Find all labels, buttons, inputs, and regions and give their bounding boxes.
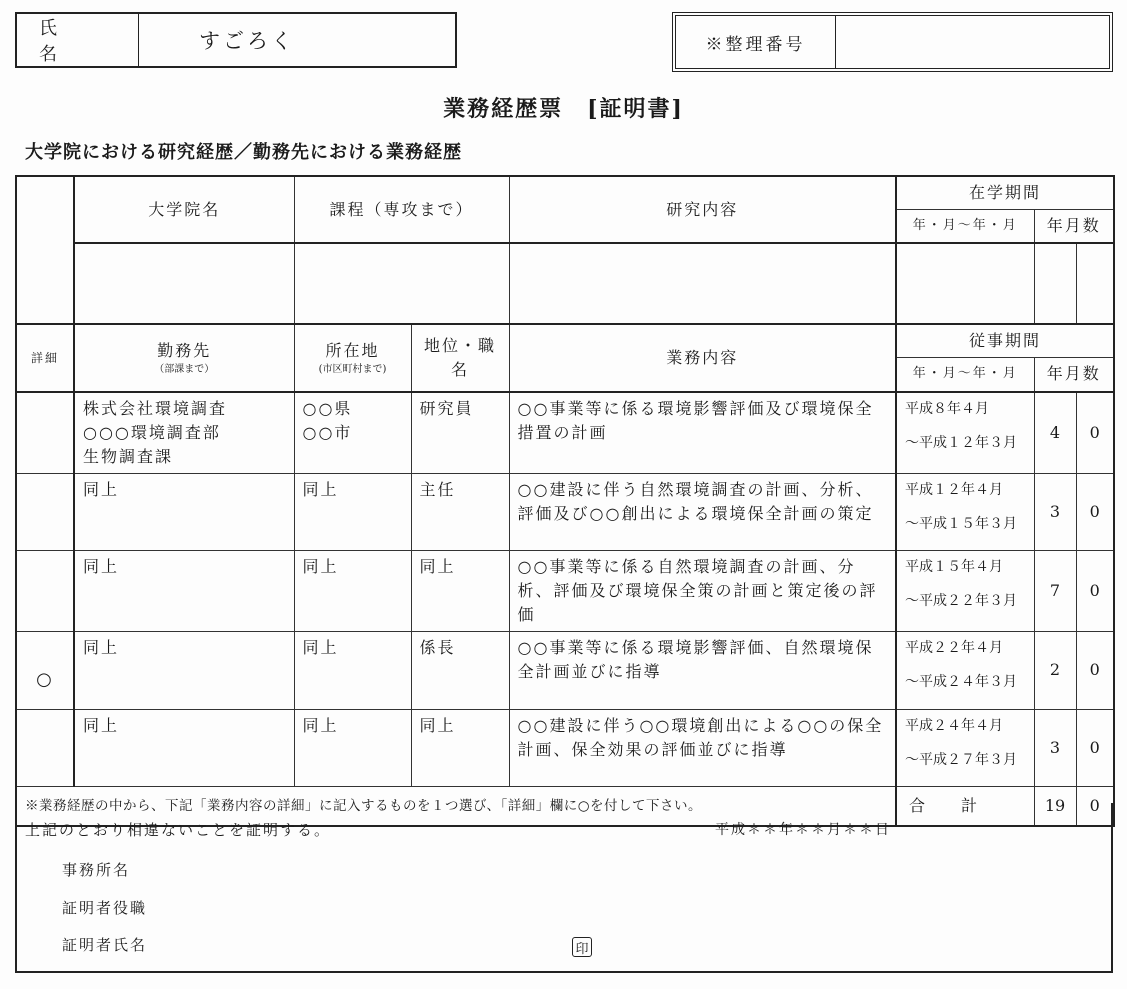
certifier-name-label: 証明者氏名 <box>62 936 148 954</box>
name-box <box>15 12 457 68</box>
employer-line: 同上 <box>83 556 120 576</box>
employer-cell <box>74 473 294 550</box>
work-period-sub: 年・月～年・月 <box>896 358 1034 392</box>
content-header: 業務内容 <box>509 324 896 392</box>
employer-header <box>74 324 294 392</box>
employer-line: 同上 <box>83 479 120 499</box>
work-row <box>16 473 1114 550</box>
period-to: ～平成１５年３月 <box>905 515 1018 532</box>
location-line: 同上 <box>302 715 339 735</box>
period-cell <box>896 631 1034 709</box>
work-row <box>16 631 1114 709</box>
location-line: ○○市 <box>302 422 353 442</box>
location-line: 同上 <box>302 637 339 657</box>
grad-months-cell[interactable] <box>1076 243 1114 324</box>
employer-cell <box>74 392 294 474</box>
location-header-sub: (市区町村まで) <box>318 363 387 375</box>
grad-months-header: 年月数 <box>1034 210 1114 244</box>
period-to: ～平成２７年３月 <box>905 751 1018 768</box>
position-cell: 研究員 <box>411 392 509 474</box>
document-title: 業務経歴票 [証明書] <box>443 96 684 122</box>
position-cell: 同上 <box>411 709 509 786</box>
location-header-label: 所在地 <box>325 340 380 360</box>
grad-course-header: 課程（専攻まで） <box>294 176 509 243</box>
months-cell: 0 <box>1076 392 1114 474</box>
position-cell: 主任 <box>411 473 509 550</box>
certify-date: 平成＊＊年＊＊月＊＊日 <box>715 822 891 838</box>
work-months-header: 年月数 <box>1034 358 1114 392</box>
content-cell: ○○事業等に係る自然環境調査の計画、分析、評価及び環境保全策の計画と策定後の評価 <box>509 550 896 631</box>
total-years: 19 <box>1034 786 1076 826</box>
detail-mark[interactable] <box>16 550 74 631</box>
total-label: 合 計 <box>896 786 1034 826</box>
period-cell <box>896 550 1034 631</box>
grad-school-header: 大学院名 <box>74 176 294 243</box>
location-line: ○○県 <box>302 398 353 418</box>
certifier-title-label: 証明者役職 <box>62 899 148 917</box>
employer-line: 株式会社環境調査 <box>83 398 228 418</box>
location-cell <box>294 709 411 786</box>
certify-statement: 上記のとおり相違ないことを証明する。 <box>25 821 332 839</box>
position-header: 地位・職名 <box>411 324 509 392</box>
period-from: 平成２２年４月 <box>905 639 1004 656</box>
section-subtitle: 大学院における研究経歴／勤務先における業務経歴 <box>25 142 462 163</box>
months-cell: 0 <box>1076 550 1114 631</box>
reference-number-box <box>672 12 1113 72</box>
employer-cell <box>74 550 294 631</box>
content-cell: ○○事業等に係る環境影響評価及び環境保全措置の計画 <box>509 392 896 474</box>
location-line: 同上 <box>302 479 339 499</box>
detail-header: 詳細 <box>16 324 74 392</box>
grad-period-header: 在学期間 <box>896 176 1114 210</box>
months-cell: 0 <box>1076 709 1114 786</box>
name-label: 氏 名 <box>17 14 139 66</box>
period-cell <box>896 473 1034 550</box>
grad-period-cell[interactable] <box>896 243 1034 324</box>
employer-line: ○○○環境調査部 <box>83 422 221 442</box>
detail-mark[interactable] <box>16 392 74 474</box>
location-cell <box>294 473 411 550</box>
grad-period-sub: 年・月～年・月 <box>896 210 1034 244</box>
certification-section <box>15 803 1113 973</box>
work-period-header: 従事期間 <box>896 324 1114 358</box>
content-cell: ○○事業等に係る環境影響評価、自然環境保全計画並びに指導 <box>509 631 896 709</box>
period-from: 平成１５年４月 <box>905 558 1004 575</box>
position-cell: 同上 <box>411 550 509 631</box>
period-from: 平成８年４月 <box>905 400 990 417</box>
employer-line: 同上 <box>83 715 120 735</box>
total-months: 0 <box>1076 786 1114 826</box>
years-cell: 2 <box>1034 631 1076 709</box>
work-row <box>16 550 1114 631</box>
period-to: ～平成２２年３月 <box>905 592 1018 609</box>
detail-mark[interactable] <box>16 473 74 550</box>
employer-line: 生物調査課 <box>83 446 174 466</box>
months-cell: 0 <box>1076 631 1114 709</box>
period-cell <box>896 392 1034 474</box>
detail-mark[interactable]: ○ <box>16 631 74 709</box>
career-table <box>15 175 1115 827</box>
years-cell: 7 <box>1034 550 1076 631</box>
work-row <box>16 709 1114 786</box>
content-cell: ○○建設に伴う○○環境創出による○○の保全計画、保全効果の評価並びに指導 <box>509 709 896 786</box>
employer-cell <box>74 631 294 709</box>
instruction-note: ※業務経歴の中から、下記「業務内容の詳細」に記入するものを１つ選び、「詳細」欄に○を付して下さい。 <box>16 786 896 826</box>
location-cell <box>294 631 411 709</box>
grad-school-cell[interactable] <box>74 243 294 324</box>
reference-number-value <box>836 16 1109 68</box>
years-cell: 4 <box>1034 392 1076 474</box>
position-cell: 係長 <box>411 631 509 709</box>
months-cell: 0 <box>1076 473 1114 550</box>
employer-header-label: 勤務先 <box>157 340 212 360</box>
name-value: すごろく <box>199 29 295 53</box>
content-cell: ○○建設に伴う自然環境調査の計画、分析、評価及び○○創出による環境保全計画の策定 <box>509 473 896 550</box>
reference-number-label: ※整理番号 <box>676 16 836 68</box>
detail-blank <box>16 176 74 324</box>
work-row <box>16 392 1114 474</box>
location-cell <box>294 550 411 631</box>
grad-course-cell[interactable] <box>294 243 509 324</box>
location-cell <box>294 392 411 474</box>
period-to: ～平成２４年３月 <box>905 673 1018 690</box>
grad-research-cell[interactable] <box>509 243 896 324</box>
years-cell: 3 <box>1034 473 1076 550</box>
location-header <box>294 324 411 392</box>
period-cell <box>896 709 1034 786</box>
years-cell: 3 <box>1034 709 1076 786</box>
employer-header-sub: （部課まで） <box>154 363 215 375</box>
employer-line: 同上 <box>83 637 120 657</box>
grad-years-cell[interactable] <box>1034 243 1076 324</box>
period-from: 平成２４年４月 <box>905 717 1004 734</box>
office-name-label: 事務所名 <box>62 861 131 879</box>
grad-research-header: 研究内容 <box>509 176 896 243</box>
detail-mark[interactable] <box>16 709 74 786</box>
location-line: 同上 <box>302 556 339 576</box>
seal-mark: 印 <box>572 937 592 957</box>
period-to: ～平成１２年３月 <box>905 434 1018 451</box>
period-from: 平成１２年４月 <box>905 481 1004 498</box>
employer-cell <box>74 709 294 786</box>
